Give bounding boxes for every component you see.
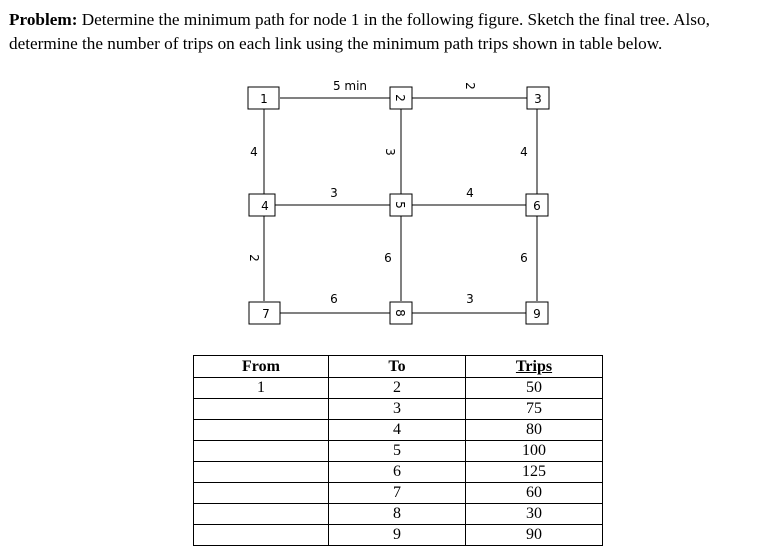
link-label-4-7: 2 bbox=[247, 254, 261, 262]
problem-label: Problem: bbox=[9, 10, 78, 29]
cell-trips: 80 bbox=[466, 420, 603, 441]
cell-from bbox=[194, 399, 329, 420]
node-6 bbox=[526, 194, 548, 216]
link-label-2-5: 3 bbox=[383, 148, 397, 156]
cell-from bbox=[194, 525, 329, 546]
link-label-8-9: 3 bbox=[466, 292, 474, 306]
node-label-9: 9 bbox=[533, 307, 541, 321]
node-1 bbox=[248, 87, 279, 109]
header-to: To bbox=[329, 356, 466, 378]
table-row bbox=[194, 462, 603, 483]
cell-to: 3 bbox=[329, 399, 466, 420]
cell-to: 8 bbox=[329, 504, 466, 525]
table-row bbox=[194, 441, 603, 462]
link-label-7-8: 6 bbox=[330, 292, 338, 306]
node-3 bbox=[527, 87, 549, 109]
node-label-4: 4 bbox=[261, 199, 269, 213]
node-label-5: 5 bbox=[393, 201, 407, 209]
node-7 bbox=[249, 302, 280, 324]
link-label-1-2: 5 min bbox=[332, 79, 368, 93]
table-row bbox=[194, 525, 603, 546]
header-from: From bbox=[194, 356, 329, 378]
cell-trips: 100 bbox=[466, 441, 603, 462]
node-9 bbox=[526, 302, 548, 324]
table-header-row bbox=[194, 356, 603, 378]
cell-to: 9 bbox=[329, 525, 466, 546]
cell-to: 4 bbox=[329, 420, 466, 441]
cell-to: 7 bbox=[329, 483, 466, 504]
link-label-3-6: 4 bbox=[520, 145, 528, 159]
cell-from: 1 bbox=[194, 378, 329, 399]
table-row bbox=[194, 399, 603, 420]
node-label-8: 8 bbox=[393, 309, 407, 317]
link-label-2-3: 2 bbox=[463, 82, 477, 90]
table-row bbox=[194, 504, 603, 525]
node-8 bbox=[390, 302, 412, 324]
cell-to: 6 bbox=[329, 462, 466, 483]
node-label-6: 6 bbox=[533, 199, 541, 213]
table-row bbox=[194, 483, 603, 504]
cell-trips: 90 bbox=[466, 525, 603, 546]
cell-from bbox=[194, 420, 329, 441]
cell-trips: 125 bbox=[466, 462, 603, 483]
link-label-1-4: 4 bbox=[250, 145, 258, 159]
trips-table bbox=[193, 355, 603, 546]
cell-to: 5 bbox=[329, 441, 466, 462]
node-4 bbox=[249, 194, 275, 216]
cell-trips: 30 bbox=[466, 504, 603, 525]
table-row bbox=[194, 420, 603, 441]
table-row bbox=[194, 378, 603, 399]
cell-trips: 50 bbox=[466, 378, 603, 399]
node-label-3: 3 bbox=[534, 92, 542, 106]
cell-from bbox=[194, 504, 329, 525]
node-label-7: 7 bbox=[262, 307, 270, 321]
cell-from bbox=[194, 483, 329, 504]
node-5 bbox=[390, 194, 412, 216]
node-label-2: 2 bbox=[393, 94, 407, 102]
link-label-6-9: 6 bbox=[520, 251, 528, 265]
cell-trips: 75 bbox=[466, 399, 603, 420]
node-2 bbox=[390, 87, 412, 109]
link-label-4-5: 3 bbox=[330, 186, 338, 200]
cell-from bbox=[194, 441, 329, 462]
node-label-1: 1 bbox=[260, 92, 268, 106]
cell-trips: 60 bbox=[466, 483, 603, 504]
header-trips: Trips bbox=[466, 356, 603, 378]
link-label-5-6: 4 bbox=[466, 186, 474, 200]
problem-text: Determine the minimum path for node 1 in the following figure. Sketch the final tree. Also, determine the number of trips on each link using the minimum path trips shown in table below. bbox=[9, 10, 710, 53]
cell-from bbox=[194, 462, 329, 483]
link-label-5-8: 6 bbox=[384, 251, 392, 265]
cell-to: 2 bbox=[329, 378, 466, 399]
